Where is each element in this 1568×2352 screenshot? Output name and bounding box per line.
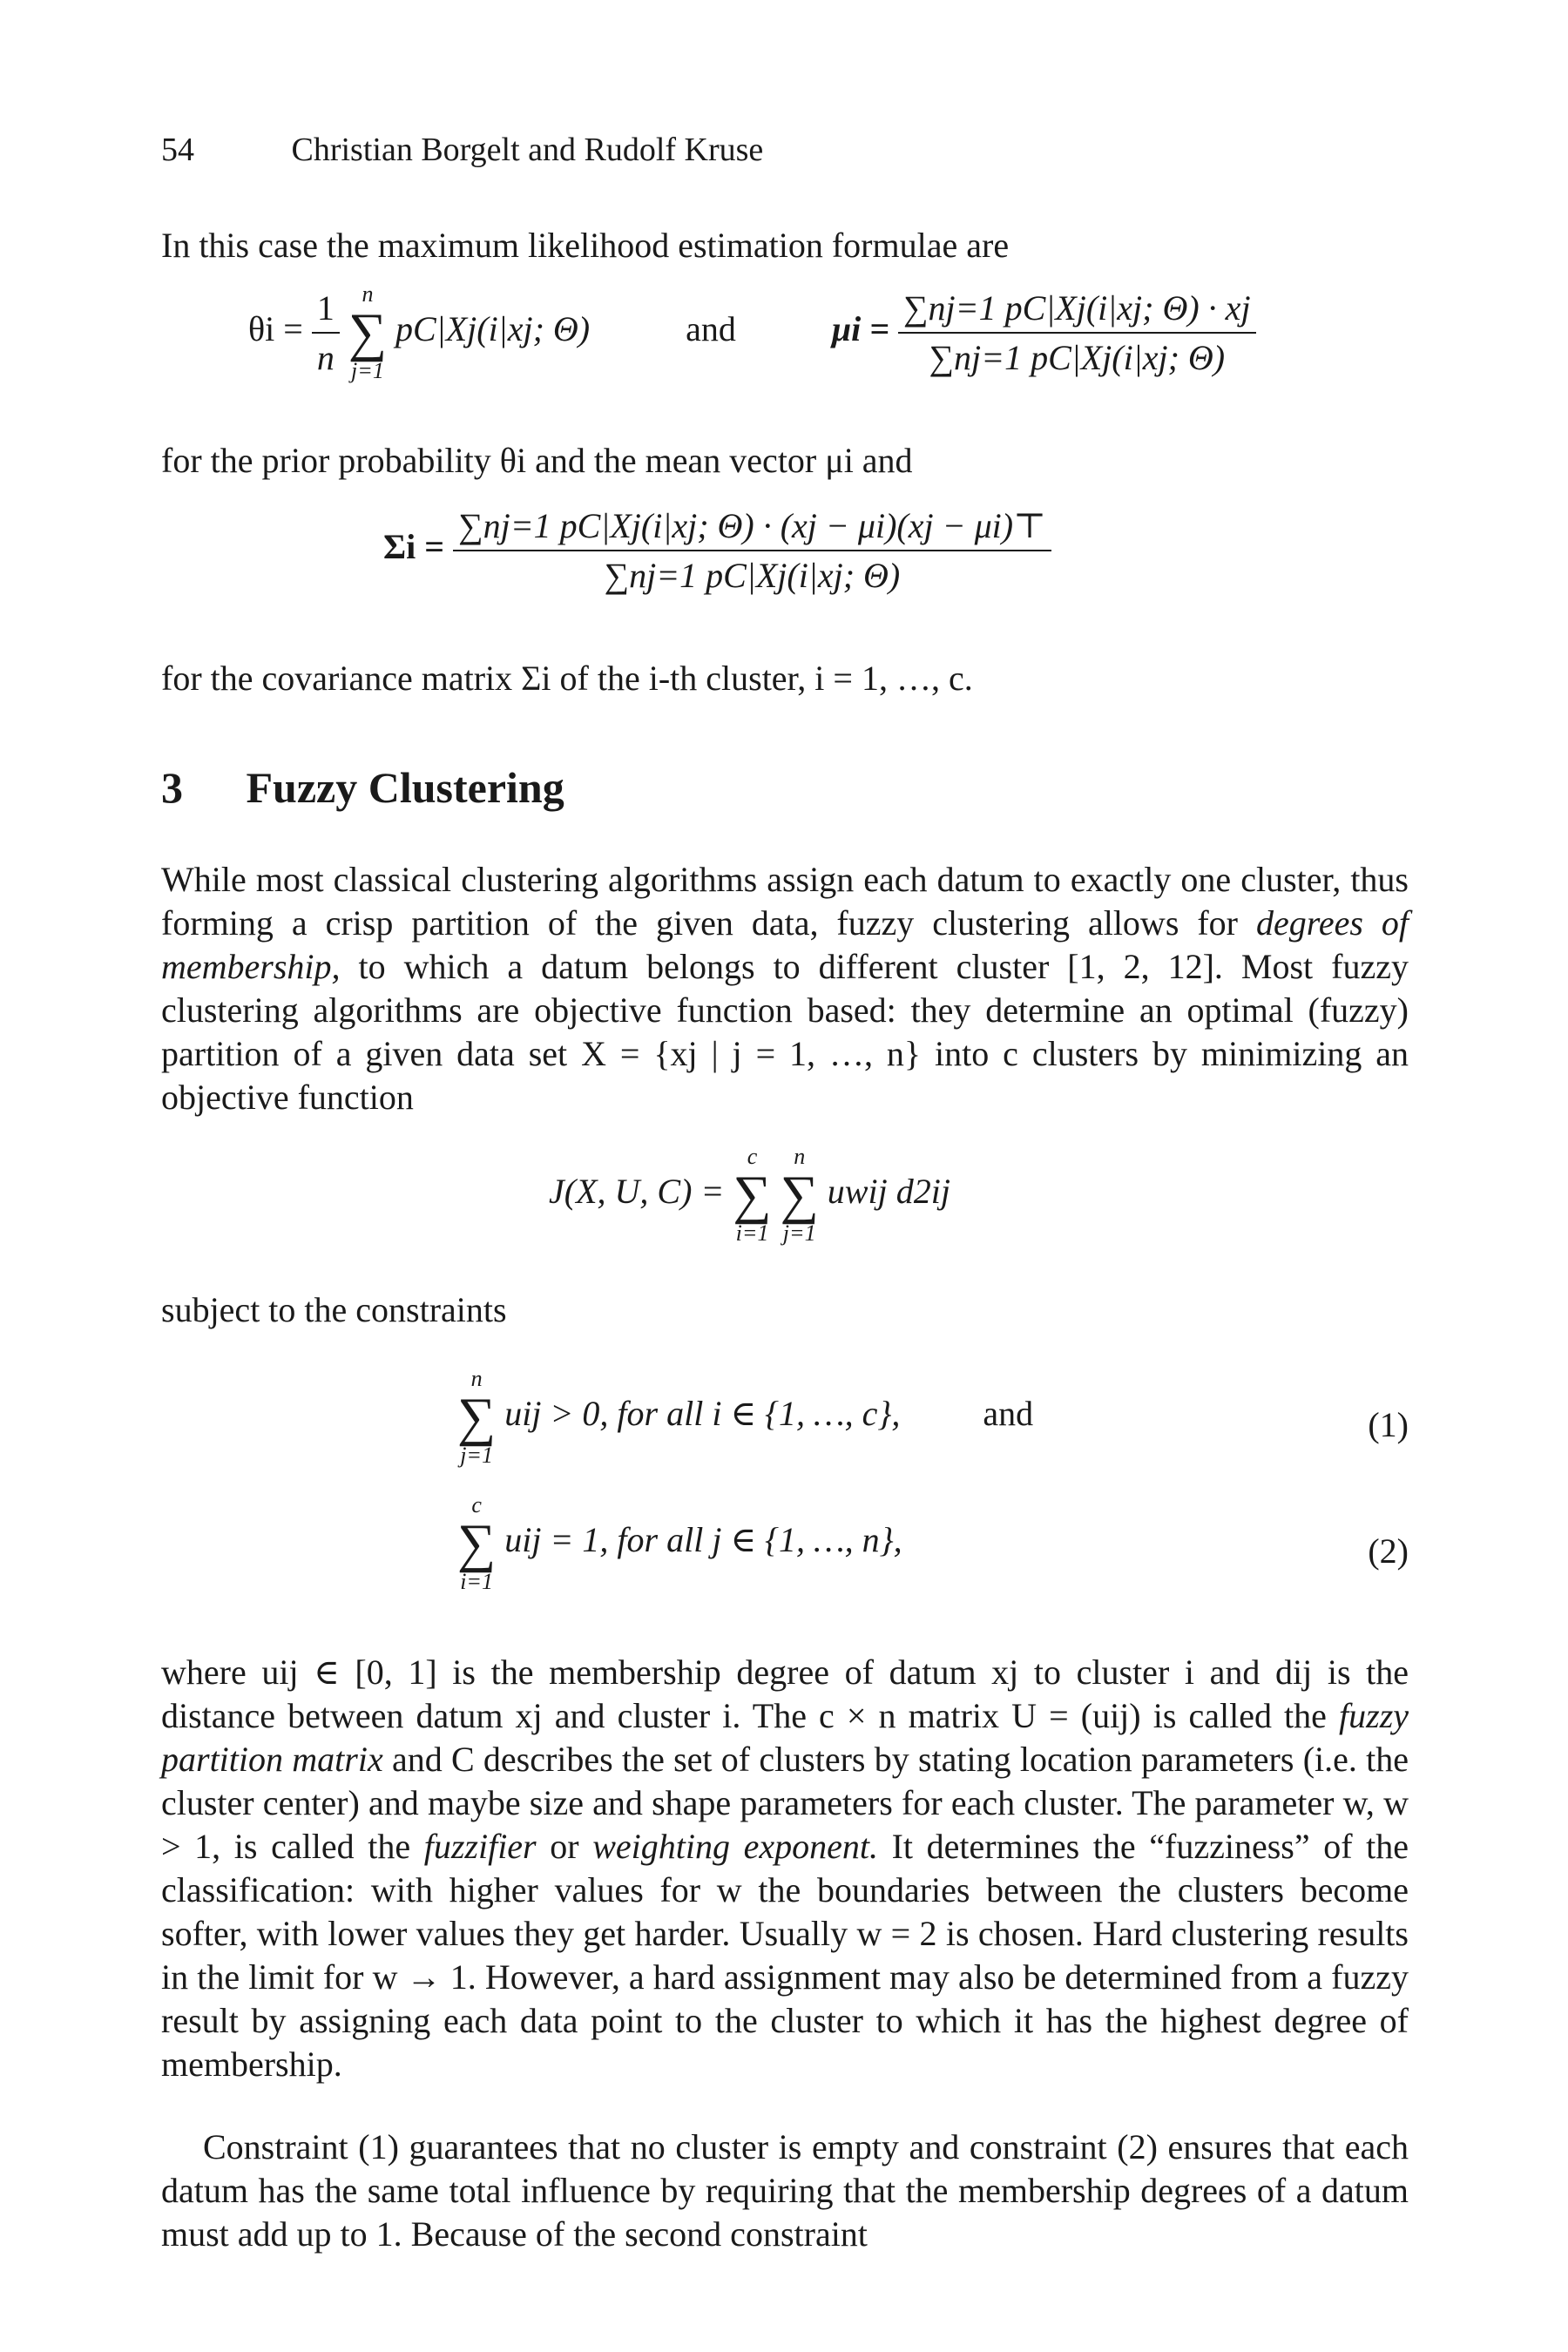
paragraph-fuzzy-intro — [161, 858, 1409, 1119]
inner-sum-upper: n — [794, 1144, 806, 1169]
fraction-numerator: 1 — [312, 287, 340, 334]
sum-lower-limit: j=1 — [351, 358, 384, 383]
constraint1-sigma-symbol: ∑ — [457, 1388, 497, 1447]
para2-text-b: and C describes the set of clusters by stating location parameters (i.e. the cluster center) and maybe size and shape parameters for each cluster. The parameter w, w > 1, is called the — [161, 1740, 1409, 1866]
constraint1-sum-lower: j=1 — [460, 1443, 493, 1468]
constraint1-expression: uij > 0, for all i ∈ {1, …, c}, — [504, 1394, 901, 1434]
constraint2-sum-upper: c — [471, 1492, 482, 1517]
mu-denominator: ∑nj=1 pC|Xj(i|xj; Θ) — [929, 338, 1226, 377]
covariance-numerator: ∑nj=1 pC|Xj(i|xj; Θ) · (xj − μi)(xj − μi)⊤ — [453, 505, 1051, 551]
paragraph-constraints: Constraint (1) guarantees that no cluster is empty and constraint (2) ensures that each datum has the same total influence by requiring that the membership degrees of a datum must add up to 1. Because of the second constraint — [161, 2127, 1409, 2254]
equation-ml-estimates — [248, 283, 1256, 382]
paragraph-membership — [161, 1651, 1409, 2086]
para2-emphasis-1: fuzzy partition matrix — [161, 1696, 1409, 1779]
para1-text-b: to which a datum belongs to different cluster [1, 2, 12]. Most fuzzy clustering algorithms are objective function based: they determine an optimal (fuzzy) partition of a given data set X = {xj | j = 1, …, n} into c clusters by minimizing an objective function — [161, 947, 1409, 1117]
constraint2-expression: uij = 1, for all j ∈ {1, …, n}, — [504, 1520, 902, 1560]
objective-summand: uwij d2ij — [827, 1172, 950, 1212]
theta-summand: pC|Xj(i|xj; Θ) — [395, 309, 591, 349]
inner-sum-operator — [781, 1146, 819, 1245]
constraint2-sigma-symbol: ∑ — [457, 1514, 497, 1573]
objective-lhs: J(X, U, C) = — [549, 1172, 725, 1212]
para1-text-a: While most classical clustering algorithms assign each datum to exactly one cluster, thus forming a crisp partition of the given data, fuzzy clustering allows for — [161, 860, 1409, 943]
equation-objective — [549, 1146, 950, 1245]
constraint2-sum-lower: i=1 — [460, 1569, 493, 1594]
sigma-lhs: Σi = — [383, 527, 445, 567]
page-number: 54 — [161, 132, 194, 168]
intro-line: In this case the maximum likelihood estimation formulae are — [161, 226, 1010, 265]
sum-operator — [348, 283, 387, 382]
running-header — [161, 131, 763, 169]
mu-numerator: ∑nj=1 pC|Xj(i|xj; Θ) · xj — [898, 287, 1256, 334]
covariance-denominator: ∑nj=1 pC|Xj(i|xj; Θ) — [604, 556, 901, 595]
outer-sum-operator — [733, 1146, 771, 1245]
running-title: Christian Borgelt and Rudolf Kruse — [291, 132, 764, 168]
section-number: 3 — [161, 763, 183, 812]
one-over-n-fraction — [312, 287, 340, 378]
para2-emphasis-2: fuzzifier — [423, 1827, 537, 1866]
constraint-2 — [457, 1494, 902, 1593]
equation-number-1: (1) — [1368, 1405, 1409, 1444]
constraint1-sum-operator — [457, 1368, 496, 1467]
section-title: Fuzzy Clustering — [246, 763, 564, 812]
constraint1-and: and — [983, 1394, 1034, 1434]
inner-sigma-symbol: ∑ — [780, 1166, 819, 1225]
mu-fraction — [898, 287, 1256, 378]
sigma-symbol: ∑ — [348, 303, 388, 362]
para2-text-a: where uij ∈ [0, 1] is the membership degree of datum xj to cluster i and dij is the distance between datum xj and cluster i. The c × n matrix U = (uij) is called the — [161, 1652, 1409, 1735]
outer-sum-upper: c — [747, 1144, 758, 1169]
para2-emphasis-3: weighting exponent. — [592, 1827, 878, 1866]
mu-lhs: μi = — [831, 309, 890, 349]
equation-number-2: (2) — [1368, 1531, 1409, 1571]
covariance-line: for the covariance matrix Σi of the i-th cluster, i = 1, …, c. — [161, 659, 973, 698]
para2-text-d: It determines the “fuzziness” of the classification: with higher values for w the boundaries between the clusters become softer, with lower values they get harder. Usually w = 2 is chosen. Hard clustering results in the limit for w → 1. However, a hard assignment may also be determined from a fuzzy result by assigning each data point to the cluster to which it has the highest degree of membership. — [161, 1827, 1409, 2084]
outer-sum-lower: i=1 — [735, 1220, 769, 1246]
para1-emphasis: degrees of membership, — [161, 903, 1409, 986]
fraction-denominator: n — [316, 338, 335, 377]
inner-sum-lower: j=1 — [782, 1220, 816, 1246]
para2-text-c: or — [550, 1827, 579, 1866]
prior-line: for the prior probability θi and the mean vector μi and — [161, 441, 913, 480]
constraint1-sum-upper: n — [470, 1366, 483, 1391]
section-heading — [161, 762, 564, 813]
theta-lhs: θi = — [248, 309, 303, 349]
and-word: and — [686, 309, 736, 349]
equation-covariance — [383, 505, 1051, 596]
outer-sigma-symbol: ∑ — [733, 1166, 772, 1225]
constraint2-sum-operator — [457, 1494, 496, 1593]
covariance-fraction — [453, 505, 1051, 596]
sum-upper-limit: n — [362, 281, 374, 307]
subject-line: subject to the constraints — [161, 1290, 507, 1329]
constraint-1 — [457, 1368, 1033, 1467]
